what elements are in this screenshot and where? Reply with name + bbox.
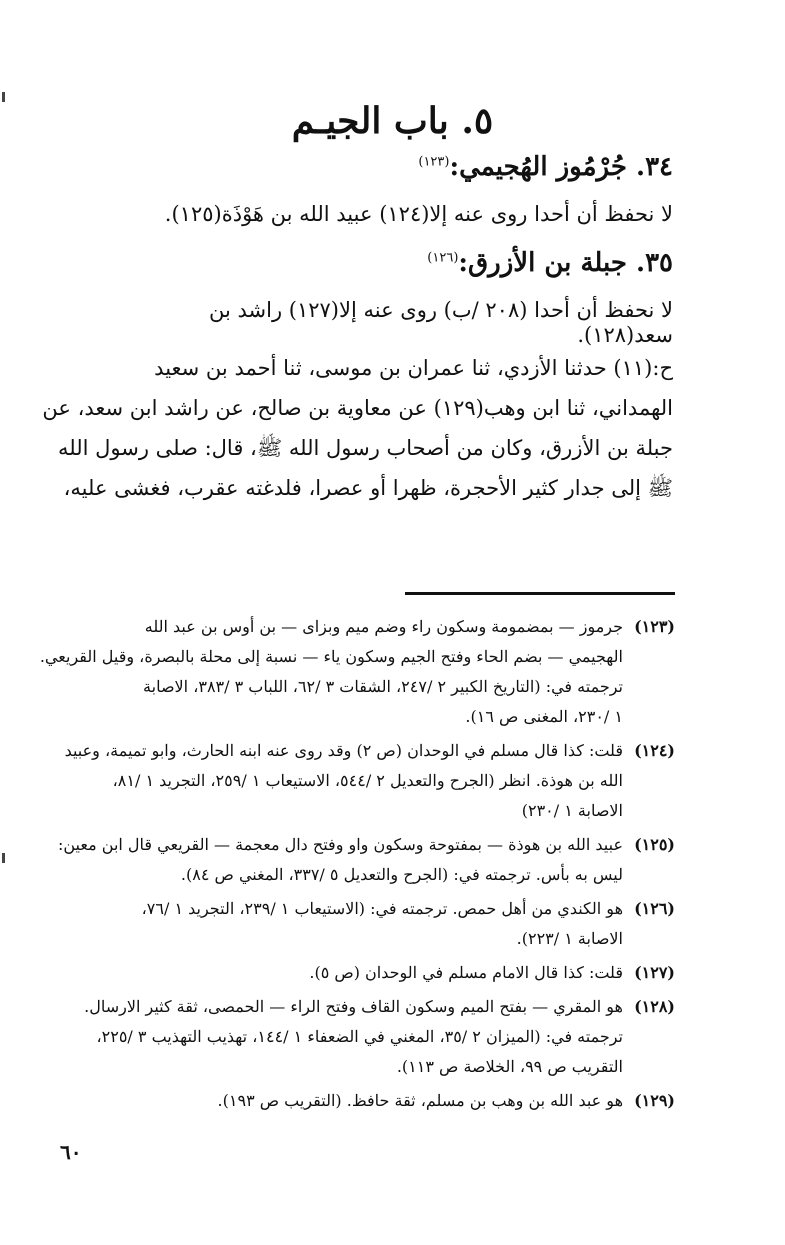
entry-heading-35 [113,248,673,278]
scan-margin-mark [2,853,5,863]
footnote-line: عبيد الله بن هوذة — بمفتوحة وسكون واو وفتح دال معجمة — القريعي قال ابن معين: [57,835,623,854]
entry-name: جُرْمُوز الهُجيمي: [449,152,627,182]
footnote-line: ترجمته في: (الميزان ٢ /٣٥، المغني في الضعفاء ١ /١٤٤، تهذيب التهذيب ٣ /٢٢٥، [96,1027,623,1046]
entry-number: ٣٤. [636,152,673,182]
hadith-line: الهمداني، ثنا ابن وهب(١٢٩) عن معاوية بن صالح، عن راشد ابن سعد، عن [42,396,673,420]
footnote-129 [25,1086,675,1116]
footnote-124 [25,736,675,826]
footnote-number: (١٢٤) [634,741,675,760]
footnote-line: الهجيمي — بضم الحاء وفتح الجيم وسكون ياء — نسبة إلى محلة بالبصرة، وقيل القريعي. [39,647,623,666]
footnote-123 [25,612,675,732]
footnote-ref: (١٢٦) [427,250,459,266]
footnote-line: ليس به بأس. ترجمته في: (الجرح والتعديل ٥ /٣٣٧، المغني ص ٨٤). [180,865,623,884]
footnote-line: ترجمته في: (التاريخ الكبير ٢ /٢٤٧، الشقات ٣ /٦٢، اللباب ٣ /٣٨٣، الاصابة [143,677,623,696]
footnote-ref: (١٢٣) [418,154,450,170]
footnote-line: الاصابة ١ /٢٢٣). [516,929,623,948]
footnote-line: التقريب ص ٩٩، الخلاصة ص ١١٣). [396,1057,623,1076]
footnote-line: هو عبد الله بن وهب بن مسلم، ثقة حافظ. (التقريب ص ١٩٣). [217,1091,623,1110]
entry-34-text: لا نحفظ أن أحدا روى عنه إلا(١٢٤) عبيد الله بن هَوْذَة(١٢٥). [164,202,673,226]
entry-number: ٣٥. [636,248,673,278]
entry-35-text: لا نحفظ أن أحدا (٢٠٨ /ب) روى عنه إلا(١٢٧) راشد بن سعد(١٢٨). [208,298,673,348]
footnote-line: قلت: كذا قال الامام مسلم في الوحدان (ص ٥). [309,963,623,982]
footnote-127 [25,958,675,988]
footnote-number: (١٢٩) [634,1091,675,1110]
footnote-line: جرموز — بمضمومة وسكون راء وضم ميم وبزاى — بن أوس بن عبد الله [144,617,623,636]
scan-margin-mark [2,92,5,102]
hadith-line: ﷺ إلى جدار كثير الأحجرة، ظهرا أو عصرا، فلدغته عقرب، فغشى عليه، [63,476,673,500]
entry-name: جبلة بن الأزرق: [458,248,627,278]
hadith-block [33,348,673,508]
footnote-line: قلت: كذا قال مسلم في الوحدان (ص ٢) وقد روى عنه ابنه الحارث، وابو تميمة، وعبيد [64,741,623,760]
footnote-line: الله بن هوذة. انظر (الجرح والتعديل ٢ /٥٤٤، الاستيعاب ١ /٢٥٩، التجريد ١ /٨١، [112,771,623,790]
footnote-126 [25,894,675,954]
footnote-line: هو الكندي من أهل حمص. ترجمته في: (الاستيعاب ١ /٢٣٩، التجريد ١ /٧٦، [141,899,623,918]
hadith-line: جبلة بن الأزرق، وكان من أصحاب رسول الله ﷺ، قال: صلى رسول الله [58,436,673,460]
footnote-line: ١ /٢٣٠، المغنى ص ١٦). [465,707,623,726]
footnote-number: (١٢٨) [634,997,675,1016]
footnote-number: (١٢٦) [634,899,675,918]
footnote-128 [25,992,675,1082]
footnote-line: الاصابة ١ /٢٣٠) [521,801,623,820]
hadith-line: ح:(١١) حدثنا الأزدي، ثنا عمران بن موسى، ثنا أحمد بن سعيد [154,356,673,380]
chapter-title: ٥. باب الجيـم [291,100,494,142]
footnote-number: (١٢٧) [634,963,675,982]
footnote-divider [405,592,675,595]
footnotes [25,612,675,1120]
footnote-number: (١٢٥) [634,835,675,854]
footnote-line: هو المقري — بفتح الميم وسكون القاف وفتح الراء — الحمصى، ثقة كثير الارسال. [84,997,623,1016]
footnote-number: (١٢٣) [634,617,675,636]
page-number: ٦٠ [60,1140,82,1164]
footnote-125 [25,830,675,890]
entry-heading-34 [113,152,673,182]
